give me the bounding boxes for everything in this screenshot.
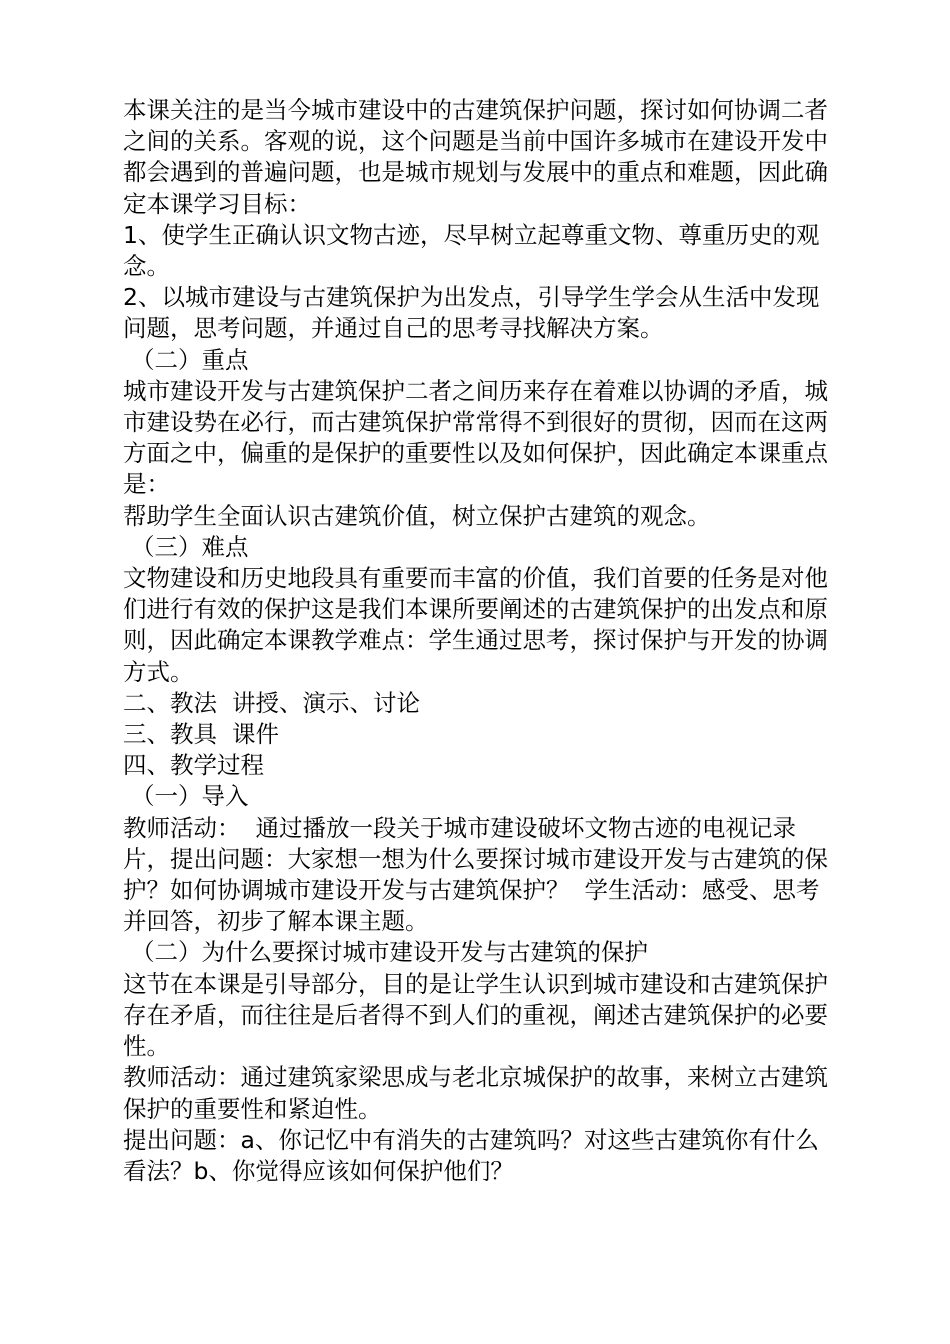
- difficulties-paragraph: 文物建设和历史地段具有重要而丰富的价值，我们首要的任务是对他们进行有效的保护这是我们本课所要阐述的古建筑保护的出发点和原则，因此确定本课教学难点：学生通过思考，探讨保护与开发的协调方式。: [123, 564, 828, 686]
- heading-why-explore: （二）为什么要探讨城市建设开发与古建筑的保护: [131, 938, 648, 967]
- key-points-paragraph: 城市建设开发与古建筑保护二者之间历来存在着难以协调的矛盾，城市建设势在必行，而古建筑保护常常得不到很好的贯彻，因而在这两方面之中，偏重的是保护的重要性以及如何保护，因此确定本课重点是：: [123, 376, 828, 499]
- document-page: [115, 95, 840, 1187]
- teacher-activity-paragraph: 教师活动：通过建筑家梁思成与老北京城保护的故事，来树立古建筑保护的重要性和紧迫性。: [123, 1063, 828, 1123]
- section-teaching-methods: 二、教法 讲授、演示、讨论: [123, 688, 420, 717]
- section-teaching-aids: 三、教具 课件: [123, 720, 279, 749]
- heading-introduction: （一）导入: [131, 782, 249, 811]
- questions-paragraph: 提出问题：a、你记忆中有消失的古建筑吗？对这些古建筑你有什么看法？b、你觉得应该如何保护他们？: [123, 1125, 819, 1185]
- objective-2: 2、以城市建设与古建筑保护为出发点，引导学生学会从生活中发现问题，思考问题，并通过自己的思考寻找解决方案。: [123, 283, 820, 343]
- objective-1: 1、使学生正确认识文物古迹，尽早树立起尊重文物、尊重历史的观念。: [123, 220, 820, 281]
- section-teaching-process: 四、教学过程: [123, 751, 264, 780]
- key-points-statement: 帮助学生全面认识古建筑价值，树立保护古建筑的观念。: [123, 501, 711, 530]
- heading-key-points: （二）重点: [131, 345, 249, 374]
- introduction-paragraph: 教师活动： 通过播放一段关于城市建设破坏文物古迹的电视记录片，提出问题：大家想一想为什么要探讨城市建设开发与古建筑的保护？如何协调城市建设开发与古建筑保护？ 学生活动：感受、思考并回答，初步了解本课主题。: [123, 813, 828, 936]
- heading-difficulties: （三）难点: [131, 532, 249, 561]
- why-explore-paragraph: 这节在本课是引导部分，目的是让学生认识到城市建设和古建筑保护存在矛盾，而往往是后者得不到人们的重视，阐述古建筑保护的必要性。: [123, 969, 828, 1061]
- intro-paragraph: 本课关注的是当今城市建设中的古建筑保护问题，探讨如何协调二者之间的关系。客观的说，这个问题是当前中国许多城市在建设开发中都会遇到的普遍问题，也是城市规划与发展中的重点和难题，因此确定本课学习目标：: [123, 96, 828, 218]
